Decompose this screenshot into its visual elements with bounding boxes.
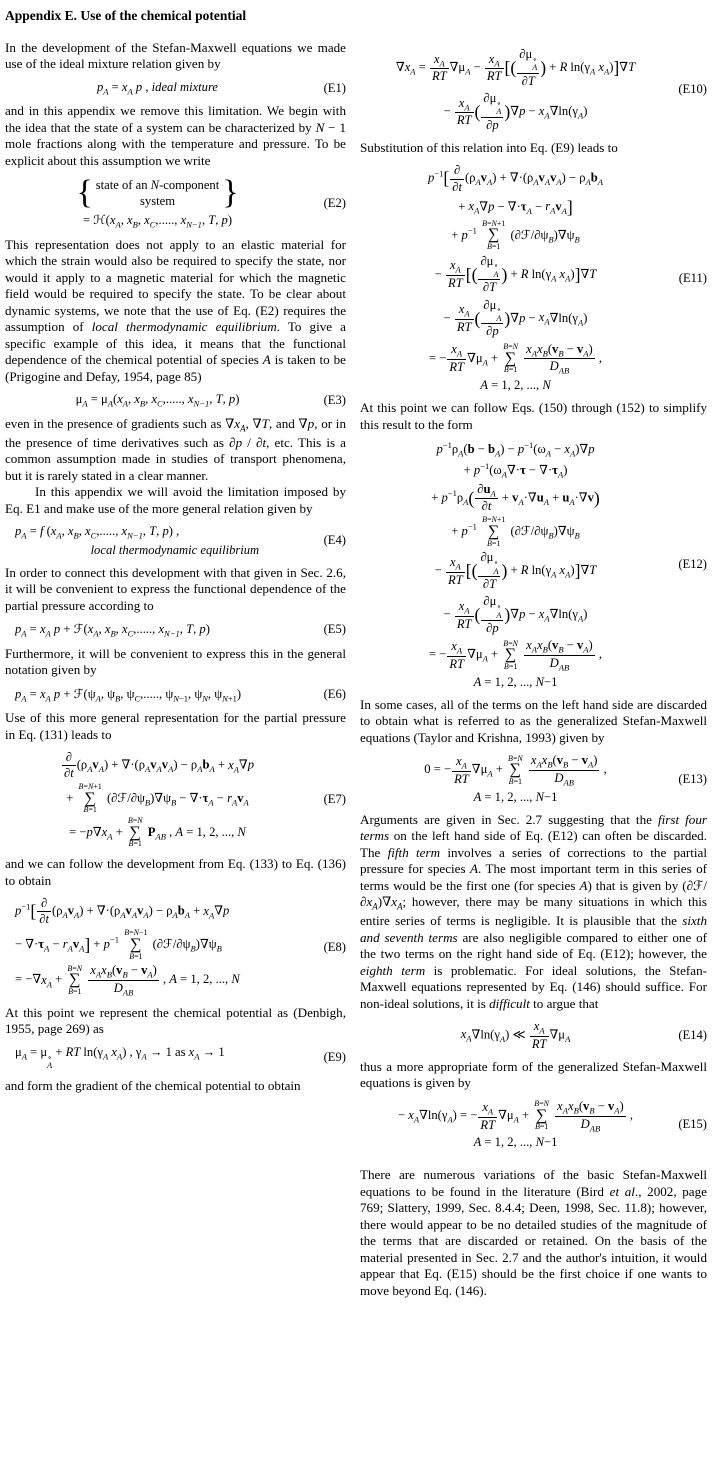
equation-body — [360, 439, 671, 691]
equation-e4 — [5, 523, 346, 559]
equation-body — [5, 391, 310, 410]
equation-body — [5, 685, 310, 705]
equation-line: − $\frac{x_A}{RT}$ [( ∂μ ∘ A ∂T ) + R $\ln(\gamma_A$ $x_A)]\nabla T$ — [434, 253, 597, 295]
paragraph: and form the gradient of the chemical potential to obtain — [5, 1077, 301, 1093]
equation-label: (E3) — [323, 393, 346, 408]
equation-label: (E10) — [678, 82, 707, 97]
equation-line: $p_A = f$ ($x_A$, $x_B$, $x_C$,....., $x_{N-1}$, T, p) , — [15, 524, 180, 541]
left-column — [5, 40, 346, 1094]
equation-line: A = 1, 2, ..., N−1 — [473, 674, 558, 689]
equation-body — [5, 1044, 310, 1072]
equation-body — [360, 1098, 671, 1152]
paragraph: and we can follow the development from Eq. (133) to Eq. (136) to obtain — [5, 856, 346, 888]
paragraph: At this point we can follow Eqs. (150) through (152) to simplify this result to the form — [360, 400, 707, 432]
equation-body — [360, 162, 671, 394]
equation-label: (E8) — [323, 939, 346, 954]
equation-body — [360, 1018, 671, 1053]
equation-label: (E11) — [678, 270, 707, 285]
equation-label: (E2) — [323, 195, 346, 210]
equation-line: $p^{-1}$[ ∂ ∂t $(\rho_Av_A) + \nabla\cdot(\rho_Av_Av_A) - \rho_Ab_A + x_A\nabla p$ — [15, 896, 230, 927]
paragraph: Substitution of this relation into Eq. (E9) leads to — [360, 139, 618, 155]
equation-body — [5, 620, 310, 640]
equation-line: − $x_A\nabla\ln(\gamma_A)$ = − $\frac{x_A}{RT}$ $\nabla\mu_A$ + B=N ∑ B=1 $x_Ax_B(v_B - v_A)$ $D_{AB}$ , — [397, 1098, 633, 1134]
equation-line: = − $\frac{x_A}{RT}$ $\nabla\mu_A$ + B=N ∑ B=1 $x_Ax_B(v_B - v_A)$ $D_{AB}$ , — [429, 638, 602, 673]
paragraph: In some cases, all of the terms on the left hand side are discarded to obtain what is referred to as the generalized Stefan-Maxwell equations (Taylor and Krishna, 1993) given by — [360, 696, 707, 745]
equation-label: (E5) — [323, 622, 346, 637]
equation-line: $p^{-1}\rho_A(b - b_A) - p^{-1}(\omega_A - x_A)\nabla p$ — [436, 440, 595, 459]
equation-line: $p_A = x_A$ $p + ℱ(\psi_A$, $\psi_B$, $\psi_C$,....., $\psi_{N-1}$, $\psi_N$, $\psi_{N+1}$) — [15, 686, 242, 704]
equation-label: (E14) — [678, 1027, 707, 1042]
equation-line: { state of an N-component system } — [76, 174, 239, 212]
equation-body — [5, 79, 310, 98]
equation-label: (E4) — [323, 533, 346, 548]
paragraph: Arguments are given in Sec. 2.7 suggesting that the first four terms on the left hand side of Eq. (E12) can often be discarded. The fifth term involves a series of corrections to the partial pressure for species A. The most important term in this series of terms would be the first one (for species A) that is given by $(\partial ℱ/\partial x_A)\nabla x_A$; however, there may be many situations in which this entire series of terms is negligible. It is plausible that the sixth and seventh terms are also negligible compared to either one of the two terms on the right hand side of Eq. (E12); however, the eighth term is problematic. For ideal solutions, the Stefan-Maxwell equations represented by Eq. (146) should suffice. For non-ideal solutions, it is difficult to argue that — [360, 811, 708, 1011]
paragraph: There are numerous variations of the basic Stefan-Maxwell equations to be found in the literature (Bird et al., 2002, page 769; Slattery, 1999, Sec. 8.4.4; Deen, 1998, Sec. 11.8); however, there would appear to be no detailed studies of the magnitude of the terms that are discarded or retained. On the basis of the material presented in Sec. 2.7 and the author's intuition, it would appear that Eq. (E15) should be the first choice if one wants to move beyond Eq. (146). — [360, 1167, 707, 1298]
equation-line: A = 1, 2, ..., N — [480, 378, 551, 393]
equation-line: − $\frac{x_A}{RT}$ ( ∂μ ∘ A ∂p )$\nabla p - x_A\nabla\ln(\gamma_A)$ — [443, 594, 588, 636]
equation-line: − $\frac{x_A}{RT}$ [( ∂μ ∘ A ∂T ) + R $\ln(\gamma_A$ $x_A)]\nabla T$ — [434, 550, 597, 592]
equation-label: (E15) — [678, 1117, 707, 1132]
two-column-layout — [5, 40, 707, 1299]
equation-e2 — [5, 175, 346, 231]
equation-label: (E7) — [323, 792, 346, 807]
equation-line: = $-p\nabla x_A$ + B=N ∑ B=1 $P_{AB}$ , A = 1, 2, ..., N — [69, 816, 246, 849]
equation-line: − $\frac{x_A}{RT}$ ( ∂μ ∘ A ∂p )$\nabla p - x_A\nabla\ln(\gamma_A)$ — [443, 297, 588, 339]
equation-body — [360, 46, 671, 134]
equation-line: − $\nabla\cdot\tau_A - r_Av_A] + p^{-1}$ B=N−1 ∑ B=1 $(\partial ℱ/\partial\psi_B)\nabla\psi_B$ — [15, 928, 222, 961]
equation-e7 — [5, 749, 346, 850]
equation-e9 — [5, 1044, 346, 1072]
equation-line: $p_A = x_A$ p , ideal mixture — [96, 79, 218, 97]
equation-body — [5, 175, 310, 231]
equation-e11 — [360, 162, 707, 394]
equation-line: + $p^{-1}$ B=N+1 ∑ B=1 $(\partial ℱ/\partial\psi_B)\nabla\psi_B$ — [451, 515, 580, 548]
equation-e3 — [5, 391, 346, 410]
equation-body — [5, 895, 310, 999]
paragraph: even in the presence of gradients such as $\nabla x_A$, ∇T, and ∇p, or in the presence of time derivatives such as ∂p / ∂t, etc. This is a common assumption made in studies of transport phenomena, but it is rarely stated in a clear manner. — [5, 415, 346, 483]
equation-line: − $\frac{x_A}{RT}$ ( ∂μ ∘ A ∂p )$\nabla p - x_A\nabla\ln(\gamma_A)$ — [443, 90, 588, 132]
equation-label: (E9) — [323, 1050, 346, 1065]
equation-body — [5, 523, 310, 559]
equation-line: $p^{-1}$[ ∂ ∂t $(\rho_Av_A) + \nabla\cdot(\rho_Av_Av_A) - \rho_Ab_A$ — [428, 163, 603, 194]
paragraph: and in this appendix we remove this limitation. We begin with the idea that the state of a system can be characterized by N − 1 mole fractions along with the temperature and pressure. To be explicit about this assumption we write — [5, 103, 347, 168]
paragraph: In order to connect this development with that given in Sec. 2.6, it will be convenient to express the functional dependence of the partial pressure according to — [5, 564, 346, 613]
equation-label: (E1) — [323, 80, 346, 95]
equation-line: A = 1, 2, ..., N−1 — [473, 789, 558, 804]
equation-line: ∂ ∂t $(\rho_Av_A) + \nabla\cdot(\rho_Av_Av_A) - \rho_Ab_A + x_A\nabla p$ — [63, 750, 255, 781]
equation-line: $\nabla x_A$ = $\frac{x_A}{RT}$ $\nabla\mu_A$ − $\frac{x_A}{RT}$ [( ∂μ ∘ A ∂T ) + R $\ln(\gamma_A$ $x_A)]\nabla T$ — [395, 47, 636, 88]
equation-line: = $-\nabla x_A$ + B=N ∑ B=1 $x_Ax_B(v_B - v_A)$ $D_{AB}$ , A = 1, 2, ..., N — [15, 963, 240, 998]
equation-e5 — [5, 620, 346, 640]
equation-e14 — [360, 1018, 707, 1053]
right-column — [360, 40, 707, 1299]
paragraph: thus a more appropriate form of the generalized Stefan-Maxwell equations is given by — [360, 1058, 707, 1091]
equation-line: $\mu_A = \mu_A(x_A$, $x_B$, $x_C$,....., $x_{N-1}$, T, p) — [75, 392, 240, 409]
paragraph: At this point we represent the chemical potential as (Denbigh, 1955, page 269) as — [5, 1004, 346, 1037]
equation-line: + $p^{-1}(\omega_A\nabla\cdot\tau - \nabla\cdot\tau_A)$ — [463, 460, 568, 480]
equation-body — [5, 749, 310, 850]
paragraph: In the development of the Stefan-Maxwell equations we made use of the ideal mixture relation given by — [5, 40, 346, 72]
equation-line: = $ℋ(x_A$, $x_B$, $x_C$,....., $x_{N-1}$, T, p) — [82, 213, 233, 230]
equation-label: (E12) — [678, 557, 707, 572]
equation-e10 — [360, 46, 707, 134]
equation-line: $x_A\nabla\ln(\gamma_A)$ ≪ $\frac{x_A}{RT}$ $\nabla\mu_A$ — [460, 1019, 571, 1051]
equation-e15 — [360, 1098, 707, 1152]
equation-line: + $p^{-1}$ B=N+1 ∑ B=1 $(\partial ℱ/\partial\psi_B)\nabla\psi_B$ — [451, 218, 580, 251]
equation-label: (E13) — [678, 771, 707, 786]
paragraph: Use of this more general representation for the partial pressure in Eq. (131) leads to — [5, 710, 346, 742]
equation-line: = − $\frac{x_A}{RT}$ $\nabla\mu_A$ + B=N ∑ B=1 $x_Ax_B(v_B - v_A)$ $D_{AB}$ , — [429, 341, 602, 376]
equation-e1 — [5, 79, 346, 98]
equation-line: + B=N+1 ∑ B=1 $(\partial ℱ/\partial\psi_B)\nabla\psi_B - \nabla\cdot\tau_A - r_Av_A$ — [66, 782, 249, 815]
equation-line: 0 = − $\frac{x_A}{RT}$ $\nabla\mu_A$ + B=N ∑ B=1 $x_Ax_B(v_B - v_A)$ $D_{AB}$ , — [424, 753, 607, 788]
equation-e8 — [5, 895, 346, 999]
equation-line: + $x_A\nabla p - \nabla\cdot\tau_A - r_Av_A$] — [458, 196, 573, 217]
paragraph: Furthermore, it will be convenient to express this in the general notation given by — [5, 645, 346, 678]
equation-e12 — [360, 439, 707, 691]
equation-body — [360, 752, 671, 806]
page-title: Appendix E. Use of the chemical potential — [5, 8, 247, 23]
paragraph: In this appendix we will avoid the limitation imposed by Eq. E1 and make use of the more general relation given by — [5, 484, 346, 516]
equation-line: $p_A = x_A$ $p + ℱ(x_A$, $x_B$, $x_C$,....., $x_{N-1}$, T, p) — [15, 622, 210, 639]
equation-line: A = 1, 2, ..., N−1 — [473, 1135, 558, 1150]
equation-line: + $p^{-1}\rho_A$( $\frac{\partial u_A}{\partial t}$ + $v_A\cdot\nabla u_A + u_A\cdot\nabla v$) — [431, 481, 600, 514]
paragraph: This representation does not apply to an elastic material for which the strain would also be required to specify the state, nor would it apply to a magnetic material for which the magnetic field would be required to specify the state. To be clear about dynamic systems, we note that the use of Eq. (E2) requires the assumption of local thermodynamic equilibrium. To give a specific example of this idea, it means that the functional dependence of the chemical potential of species A is taken to be (Prigogine and Defay, 1954, page 85) — [5, 236, 346, 384]
equation-label: (E6) — [323, 686, 346, 701]
equation-line: $\mu_A = \mu$ ∘ A + RT $\ln(\gamma_A$ $x_A$) , $\gamma_A \to 1$ as $x_A \to 1$ — [15, 1044, 225, 1071]
equation-e13 — [360, 752, 707, 806]
equation-line: local thermodynamic equilibrium — [90, 542, 260, 557]
equation-e6 — [5, 685, 346, 705]
